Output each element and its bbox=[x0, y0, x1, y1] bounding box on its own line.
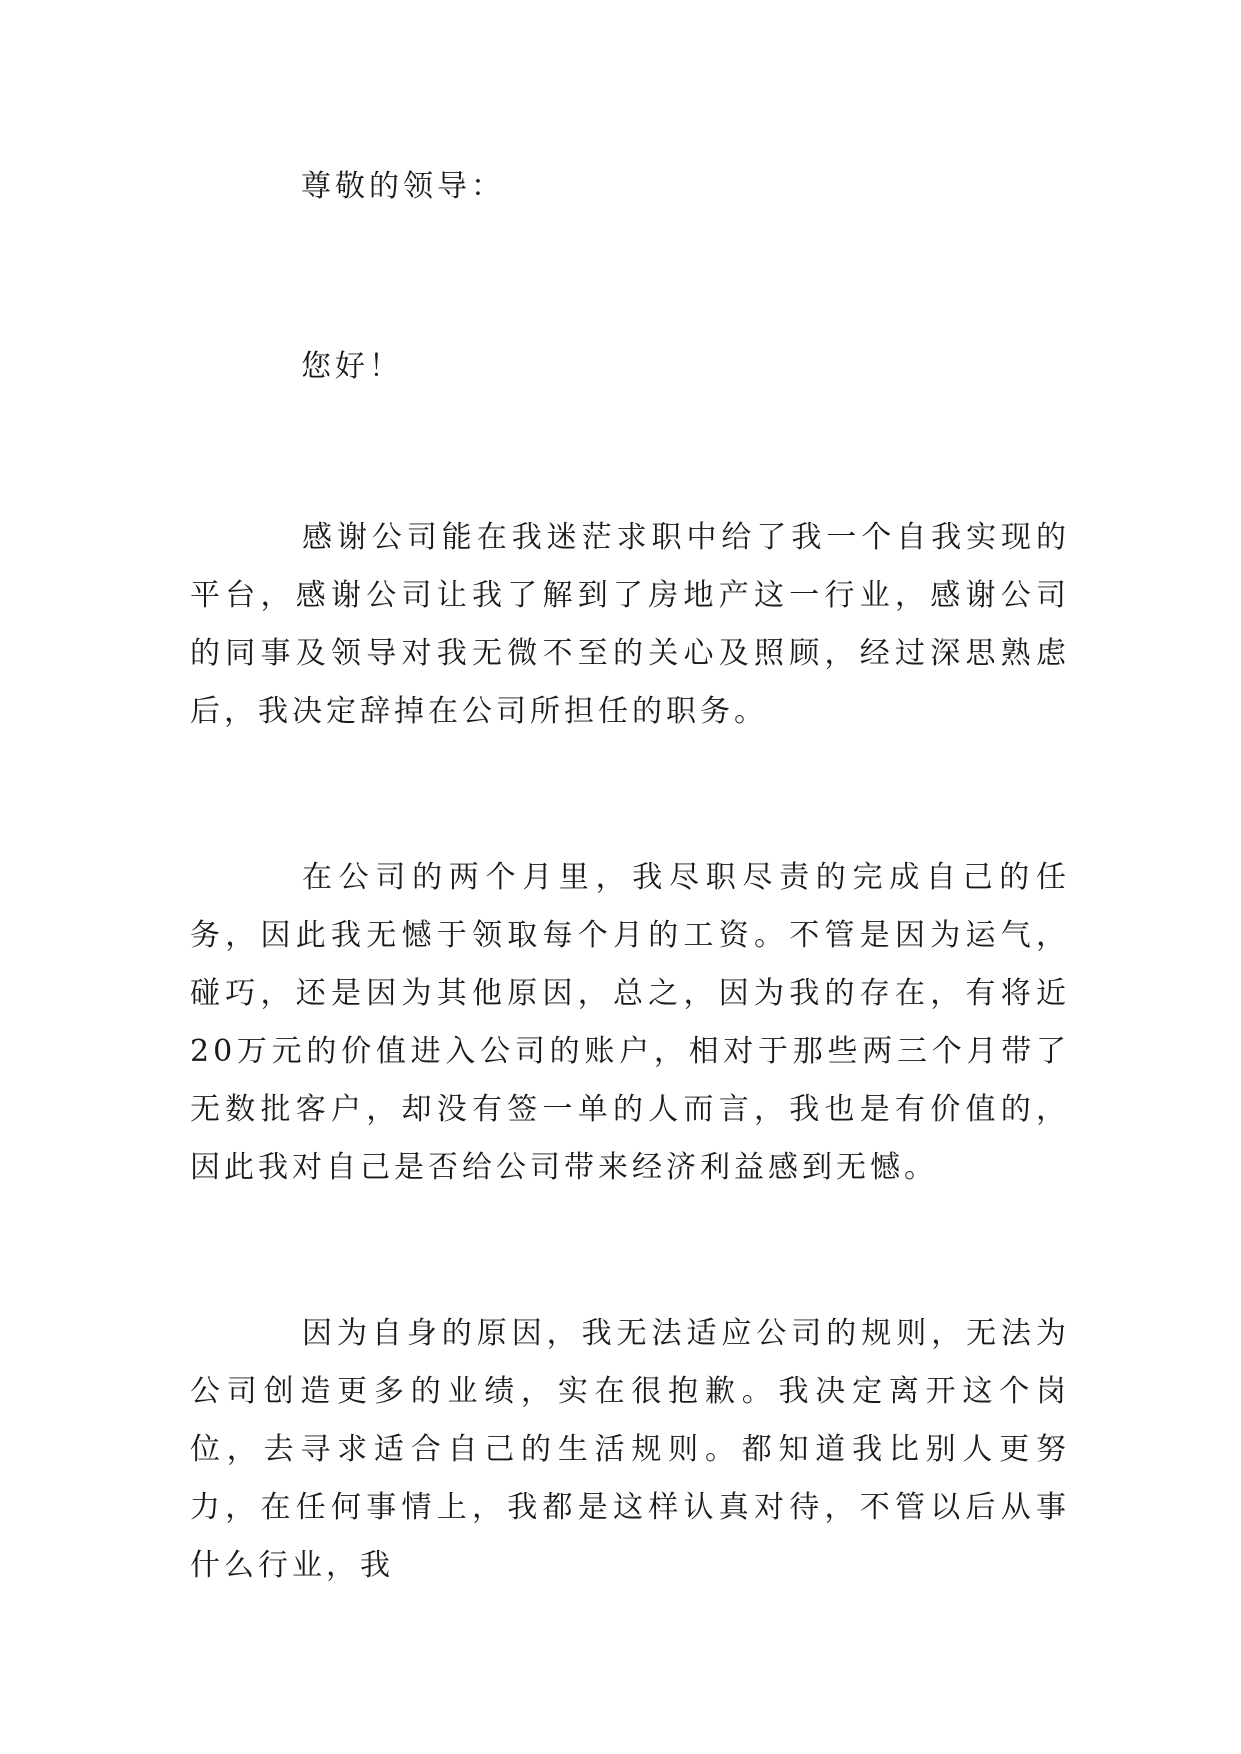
paragraph-2: 在公司的两个月里，我尽职尽责的完成自己的任务，因此我无憾于领取每个月的工资。不管是因为运气，碰巧，还是因为其他原因，总之，因为我的存在，有将近20万元的价值进入公司的账户，相对于那些两三个月带了无数批客户，却没有签一单的人而言，我也是有价值的，因此我对自己是否给公司带来经济利益感到无憾。 bbox=[190, 860, 1070, 1185]
letter-salutation: 尊敬的领导： bbox=[301, 169, 505, 204]
paragraph-1: 感谢公司能在我迷茫求职中给了我一个自我实现的平台，感谢公司让我了解到了房地产这一行业，感谢公司的同事及领导对我无微不至的关心及照顾，经过深思熟虑后，我决定辞掉在公司所担任的职务。 bbox=[190, 520, 1070, 729]
letter-greeting: 您好！ bbox=[301, 349, 403, 384]
paragraph-3: 因为自身的原因，我无法适应公司的规则，无法为公司创造更多的业绩，实在很抱歉。我决定离开这个岗位，去寻求适合自己的生活规则。都知道我比别人更努力，在任何事情上，我都是这样认真对待，不管以后从事什么行业，我 bbox=[190, 1316, 1070, 1583]
